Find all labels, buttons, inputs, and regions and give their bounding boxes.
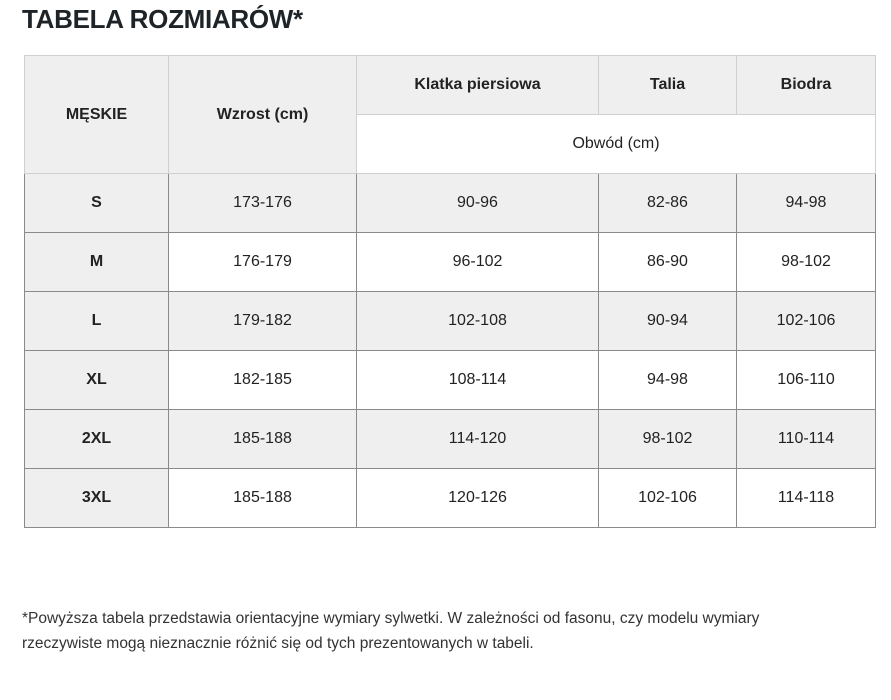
cell-size: XL bbox=[25, 351, 169, 410]
cell-waist: 94-98 bbox=[599, 351, 737, 410]
cell-height: 185-188 bbox=[169, 410, 357, 469]
cell-chest: 90-96 bbox=[357, 174, 599, 233]
header-hips: Biodra bbox=[737, 56, 876, 115]
cell-hips: 98-102 bbox=[737, 233, 876, 292]
footnote-line: *Powyższa tabela przedstawia orientacyjne wymiary sylwetki. W zależności od fasonu, czy modelu wymiary bbox=[22, 610, 760, 627]
header-height: Wzrost (cm) bbox=[169, 56, 357, 174]
table-row bbox=[25, 233, 876, 292]
cell-hips: 114-118 bbox=[737, 469, 876, 528]
cell-size: 3XL bbox=[25, 469, 169, 528]
cell-height: 173-176 bbox=[169, 174, 357, 233]
cell-waist: 102-106 bbox=[599, 469, 737, 528]
size-table bbox=[24, 55, 876, 528]
cell-chest: 114-120 bbox=[357, 410, 599, 469]
cell-height: 182-185 bbox=[169, 351, 357, 410]
cell-waist: 86-90 bbox=[599, 233, 737, 292]
footnote bbox=[22, 606, 882, 656]
cell-hips: 102-106 bbox=[737, 292, 876, 351]
cell-height: 179-182 bbox=[169, 292, 357, 351]
header-waist: Talia bbox=[599, 56, 737, 115]
cell-chest: 120-126 bbox=[357, 469, 599, 528]
cell-hips: 94-98 bbox=[737, 174, 876, 233]
cell-size: 2XL bbox=[25, 410, 169, 469]
cell-waist: 98-102 bbox=[599, 410, 737, 469]
table-row bbox=[25, 351, 876, 410]
table-row bbox=[25, 174, 876, 233]
table-row bbox=[25, 469, 876, 528]
cell-chest: 102-108 bbox=[357, 292, 599, 351]
cell-waist: 82-86 bbox=[599, 174, 737, 233]
cell-waist: 90-94 bbox=[599, 292, 737, 351]
table-row bbox=[25, 410, 876, 469]
cell-chest: 96-102 bbox=[357, 233, 599, 292]
cell-height: 176-179 bbox=[169, 233, 357, 292]
page-title: TABELA ROZMIARÓW* bbox=[22, 4, 303, 34]
cell-chest: 108-114 bbox=[357, 351, 599, 410]
cell-height: 185-188 bbox=[169, 469, 357, 528]
footnote-line: rzeczywiste mogą nieznacznie różnić się od tych prezentowanych w tabeli. bbox=[22, 635, 534, 652]
cell-hips: 110-114 bbox=[737, 410, 876, 469]
cell-size: S bbox=[25, 174, 169, 233]
header-circumference: Obwód (cm) bbox=[357, 115, 876, 174]
cell-size: L bbox=[25, 292, 169, 351]
header-chest: Klatka piersiowa bbox=[357, 56, 599, 115]
table-row bbox=[25, 292, 876, 351]
header-size: MĘSKIE bbox=[25, 56, 169, 174]
cell-hips: 106-110 bbox=[737, 351, 876, 410]
cell-size: M bbox=[25, 233, 169, 292]
